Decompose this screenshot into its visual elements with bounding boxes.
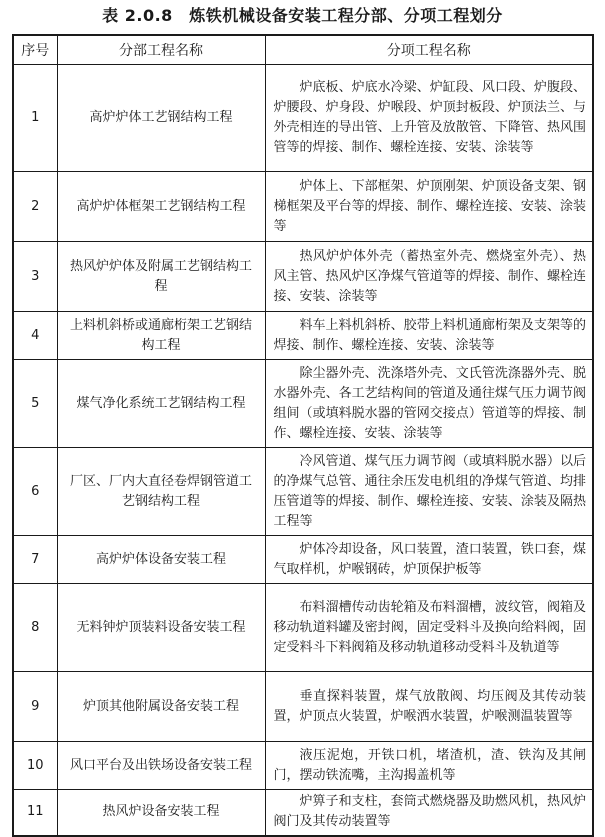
item-list: 液压泥炮，开铁口机，堵渣机，渣、铁沟及其闸门，摆动铁流嘴，主沟揭盖机等 [265, 742, 593, 790]
division-name: 热风炉设备安装工程 [57, 790, 265, 836]
division-table [12, 34, 594, 837]
division-name: 高炉炉体框架工艺钢结构工程 [57, 172, 265, 242]
table-row [13, 790, 593, 836]
division-name: 无料钟炉顶装料设备安装工程 [57, 584, 265, 672]
item-list: 炉体上、下部框架、炉顶刚架、炉顶设备支架、钢梯框架及平台等的焊接、制作、螺栓连接、安装、涂装等 [265, 172, 593, 242]
header-items: 分项工程名称 [265, 35, 593, 65]
item-list: 垂直探料装置，煤气放散阀、均压阀及其传动装置，炉顶点火装置，炉喉洒水装置，炉喉测温装置等 [265, 672, 593, 742]
item-list: 炉底板、炉底水冷梁、炉缸段、风口段、炉腹段、炉腰段、炉身段、炉喉段、炉顶封板段、炉顶法兰、与外壳相连的导出管、上升管及放散管、下降管、热风围管等的焊接、制作、螺栓连接、安装、涂装等 [265, 65, 593, 172]
row-number: 5 [13, 360, 57, 448]
division-name: 热风炉炉体及附属工艺钢结构工程 [57, 242, 265, 312]
division-name: 上料机斜桥或通廊桁架工艺钢结构工程 [57, 312, 265, 360]
row-number: 9 [13, 672, 57, 742]
row-number: 2 [13, 172, 57, 242]
table-title: 表 2.0.8 炼铁机械设备安装工程分部、分项工程划分 [102, 6, 503, 25]
division-name: 高炉炉体设备安装工程 [57, 536, 265, 584]
table-row [13, 65, 593, 172]
division-name: 煤气净化系统工艺钢结构工程 [57, 360, 265, 448]
item-list: 炉体冷却设备，风口装置，渣口装置，铁口套，煤气取样机，炉喉钢砖，炉顶保护板等 [265, 536, 593, 584]
item-list: 炉箅子和支柱，套筒式燃烧器及助燃风机，热风炉阀门及其传动装置等 [265, 790, 593, 836]
row-number: 8 [13, 584, 57, 672]
table-row [13, 360, 593, 448]
item-list: 热风炉炉体外壳（蓄热室外壳、燃烧室外壳）、热风主管、热风炉区净煤气管道等的焊接、制作、螺栓连接、安装、涂装等 [265, 242, 593, 312]
row-number: 10 [13, 742, 57, 790]
row-number: 7 [13, 536, 57, 584]
item-list: 料车上料机斜桥、胶带上料机通廊桁架及支架等的焊接、制作、螺栓连接、安装、涂装等 [265, 312, 593, 360]
item-list: 冷风管道、煤气压力调节阀（或填料脱水器）以后的净煤气总管、通往余压发电机组的净煤气管道、均排压管道等的焊接、制作、螺栓连接、安装、涂装及隔热工程等 [265, 448, 593, 536]
table-row [13, 448, 593, 536]
division-name: 风口平台及出铁场设备安装工程 [57, 742, 265, 790]
row-number: 4 [13, 312, 57, 360]
division-name: 炉顶其他附属设备安装工程 [57, 672, 265, 742]
division-name: 高炉炉体工艺钢结构工程 [57, 65, 265, 172]
table-row [13, 672, 593, 742]
table-row [13, 242, 593, 312]
item-list: 除尘器外壳、洗涤塔外壳、文氏管洗涤器外壳、脱水器外壳、各工艺结构间的管道及通往煤气压力调节阀组间（或填料脱水器的管网交接点）管道等的焊接、制作、螺栓连接、安装、涂装等 [265, 360, 593, 448]
row-number: 6 [13, 448, 57, 536]
item-list: 布料溜槽传动齿轮箱及布料溜槽，波纹管，阀箱及移动轨道料罐及密封阀，固定受料斗及换向给料阀，固定受料斗下料阀箱及移动轨道移动受料斗及轨道等 [265, 584, 593, 672]
table-row [13, 312, 593, 360]
header-no: 序号 [13, 35, 57, 65]
row-number: 1 [13, 65, 57, 172]
row-number: 11 [13, 790, 57, 836]
header-row [13, 35, 593, 65]
table-row [13, 742, 593, 790]
table-row [13, 172, 593, 242]
row-number: 3 [13, 242, 57, 312]
division-name: 厂区、厂内大直径卷焊钢管道工艺钢结构工程 [57, 448, 265, 536]
table-row [13, 584, 593, 672]
header-division: 分部工程名称 [57, 35, 265, 65]
table-row [13, 536, 593, 584]
